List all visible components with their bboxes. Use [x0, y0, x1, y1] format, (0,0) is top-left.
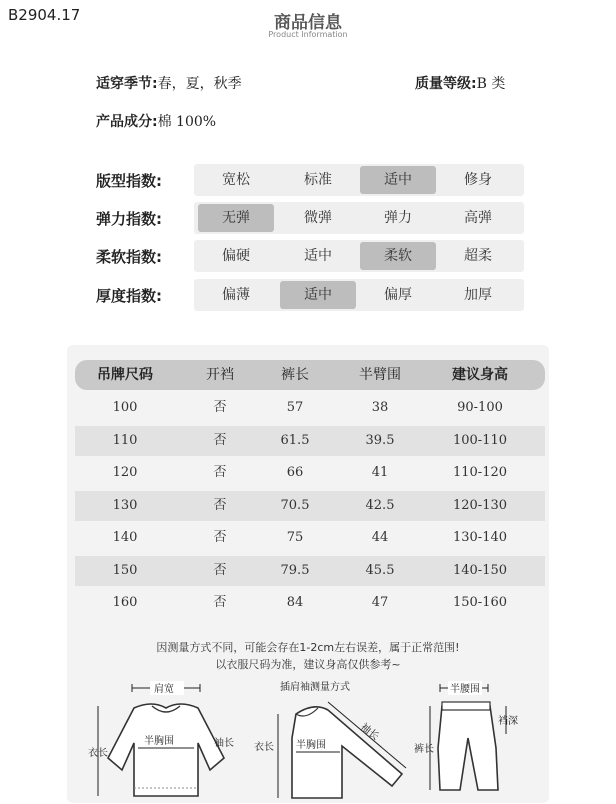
index-label: 弹力指数:	[96, 210, 162, 228]
index-option-selected: 无弹	[198, 204, 274, 232]
header-tag-size: 吊牌尺码	[97, 367, 153, 383]
index-option: 宽松	[222, 172, 250, 188]
index-bar	[194, 202, 524, 234]
index-option: 偏硬	[222, 248, 250, 264]
raglan-sleeve-label: 袖长	[358, 721, 381, 743]
index-option: 微弹	[304, 210, 332, 226]
season-info	[96, 73, 242, 93]
cell-height: 110-120	[452, 465, 508, 480]
cell-tag-size: 130	[112, 497, 138, 513]
table-row	[75, 588, 545, 618]
cell-pants-length: 75	[286, 530, 304, 545]
pants-waist-label: 半腰围	[450, 684, 480, 695]
cell-open-crotch: 否	[213, 432, 227, 448]
index-option: 加厚	[464, 287, 492, 303]
cell-pants-length: 79.5	[280, 562, 310, 578]
cell-open-crotch: 否	[213, 400, 227, 415]
sweater-chest-label: 半胸围	[144, 736, 174, 747]
sweater-diagram	[88, 678, 242, 804]
page-subtitle: Product Information	[268, 30, 348, 39]
index-option: 弹力	[384, 210, 412, 226]
index-option: 高弹	[464, 210, 492, 226]
sweater-shoulder-label: 肩宽	[154, 684, 174, 695]
cell-half-arm: 47	[371, 595, 389, 610]
index-option: 标准	[304, 172, 332, 188]
index-bar	[194, 240, 524, 272]
cell-tag-size: 150	[112, 562, 138, 578]
header-pants-length: 裤长	[281, 367, 309, 383]
cell-half-arm: 39.5	[365, 432, 395, 448]
table-row	[75, 393, 545, 423]
pants-diagram	[412, 678, 536, 804]
index-bar	[194, 164, 524, 196]
cell-tag-size: 160	[112, 595, 138, 610]
cell-tag-size: 100	[112, 400, 138, 415]
header-open-crotch: 开裆	[206, 367, 234, 383]
index-label: 厚度指数:	[96, 287, 162, 305]
header-half-arm: 半臂围	[359, 367, 401, 383]
season-value: 春，夏，秋季	[157, 76, 242, 92]
index-row	[96, 164, 526, 196]
table-row	[75, 491, 545, 521]
grade-value: B 类	[476, 76, 506, 92]
page-title: 商品信息	[274, 13, 342, 33]
cell-tag-size: 140	[112, 530, 138, 545]
cell-open-crotch: 否	[213, 497, 227, 513]
index-option: 偏薄	[222, 287, 250, 303]
index-option: 偏厚	[384, 287, 412, 303]
cell-height: 130-140	[452, 530, 508, 545]
index-option: 超柔	[464, 248, 492, 264]
note-line-1: 因测量方式不同，可能会存在1-2cm左右误差，属于正常范围!	[156, 641, 460, 654]
table-row	[75, 458, 545, 488]
raglan-chest-label: 半胸围	[296, 740, 326, 751]
cell-pants-length: 70.5	[280, 497, 310, 513]
index-row	[96, 240, 526, 272]
index-option: 适中	[304, 248, 332, 264]
cell-half-arm: 42.5	[365, 497, 395, 513]
index-option-selected: 柔软	[360, 242, 436, 270]
material-info	[96, 111, 216, 131]
header-height: 建议身高	[452, 367, 508, 383]
cell-tag-size: 120	[112, 465, 138, 480]
grade-label: 质量等级:	[415, 76, 477, 92]
cell-open-crotch: 否	[213, 562, 227, 578]
raglan-title: 插肩袖测量方式	[280, 682, 350, 693]
note-line-2: 以衣服尺码为准，建议身高仅供参考~	[215, 658, 401, 671]
index-label: 柔软指数:	[96, 248, 162, 266]
cell-open-crotch: 否	[213, 595, 227, 610]
cell-height: 140-150	[452, 562, 508, 578]
cell-open-crotch: 否	[213, 530, 227, 545]
grade-info	[415, 73, 505, 93]
raglan-length-label: 衣长	[254, 742, 274, 753]
cell-height: 150-160	[452, 595, 508, 610]
pants-length-label: 裤长	[414, 744, 434, 755]
table-row	[75, 523, 545, 553]
cell-height: 90-100	[457, 400, 503, 415]
cell-pants-length: 61.5	[280, 432, 310, 448]
index-option-selected: 适中	[280, 281, 356, 309]
cell-pants-length: 66	[286, 465, 304, 480]
cell-height: 120-130	[452, 497, 508, 513]
raglan-diagram	[254, 678, 422, 804]
index-label: 版型指数:	[96, 172, 162, 190]
table-row	[75, 426, 545, 456]
sweater-sleeve-label: 袖长	[214, 738, 234, 749]
index-row	[96, 202, 526, 234]
season-label: 适穿季节:	[96, 76, 158, 92]
cell-open-crotch: 否	[213, 465, 227, 480]
pants-rise-label: 裆深	[498, 716, 518, 727]
cell-tag-size: 110	[112, 432, 138, 448]
cell-half-arm: 38	[371, 400, 389, 415]
index-bar	[194, 279, 524, 311]
cell-half-arm: 41	[371, 465, 389, 480]
product-code: B2904.17	[8, 6, 81, 24]
cell-half-arm: 44	[371, 530, 389, 545]
index-row	[96, 279, 526, 311]
material-value: 棉 100%	[157, 114, 217, 130]
cell-half-arm: 45.5	[365, 562, 395, 578]
table-row	[75, 556, 545, 586]
index-option: 修身	[464, 172, 492, 188]
sweater-length-label: 衣长	[88, 748, 108, 759]
size-table-header	[75, 360, 545, 390]
cell-pants-length: 84	[286, 595, 304, 610]
cell-height: 100-110	[452, 432, 508, 448]
index-option-selected: 适中	[360, 166, 436, 194]
material-label: 产品成分:	[96, 114, 158, 130]
cell-pants-length: 57	[286, 400, 304, 415]
